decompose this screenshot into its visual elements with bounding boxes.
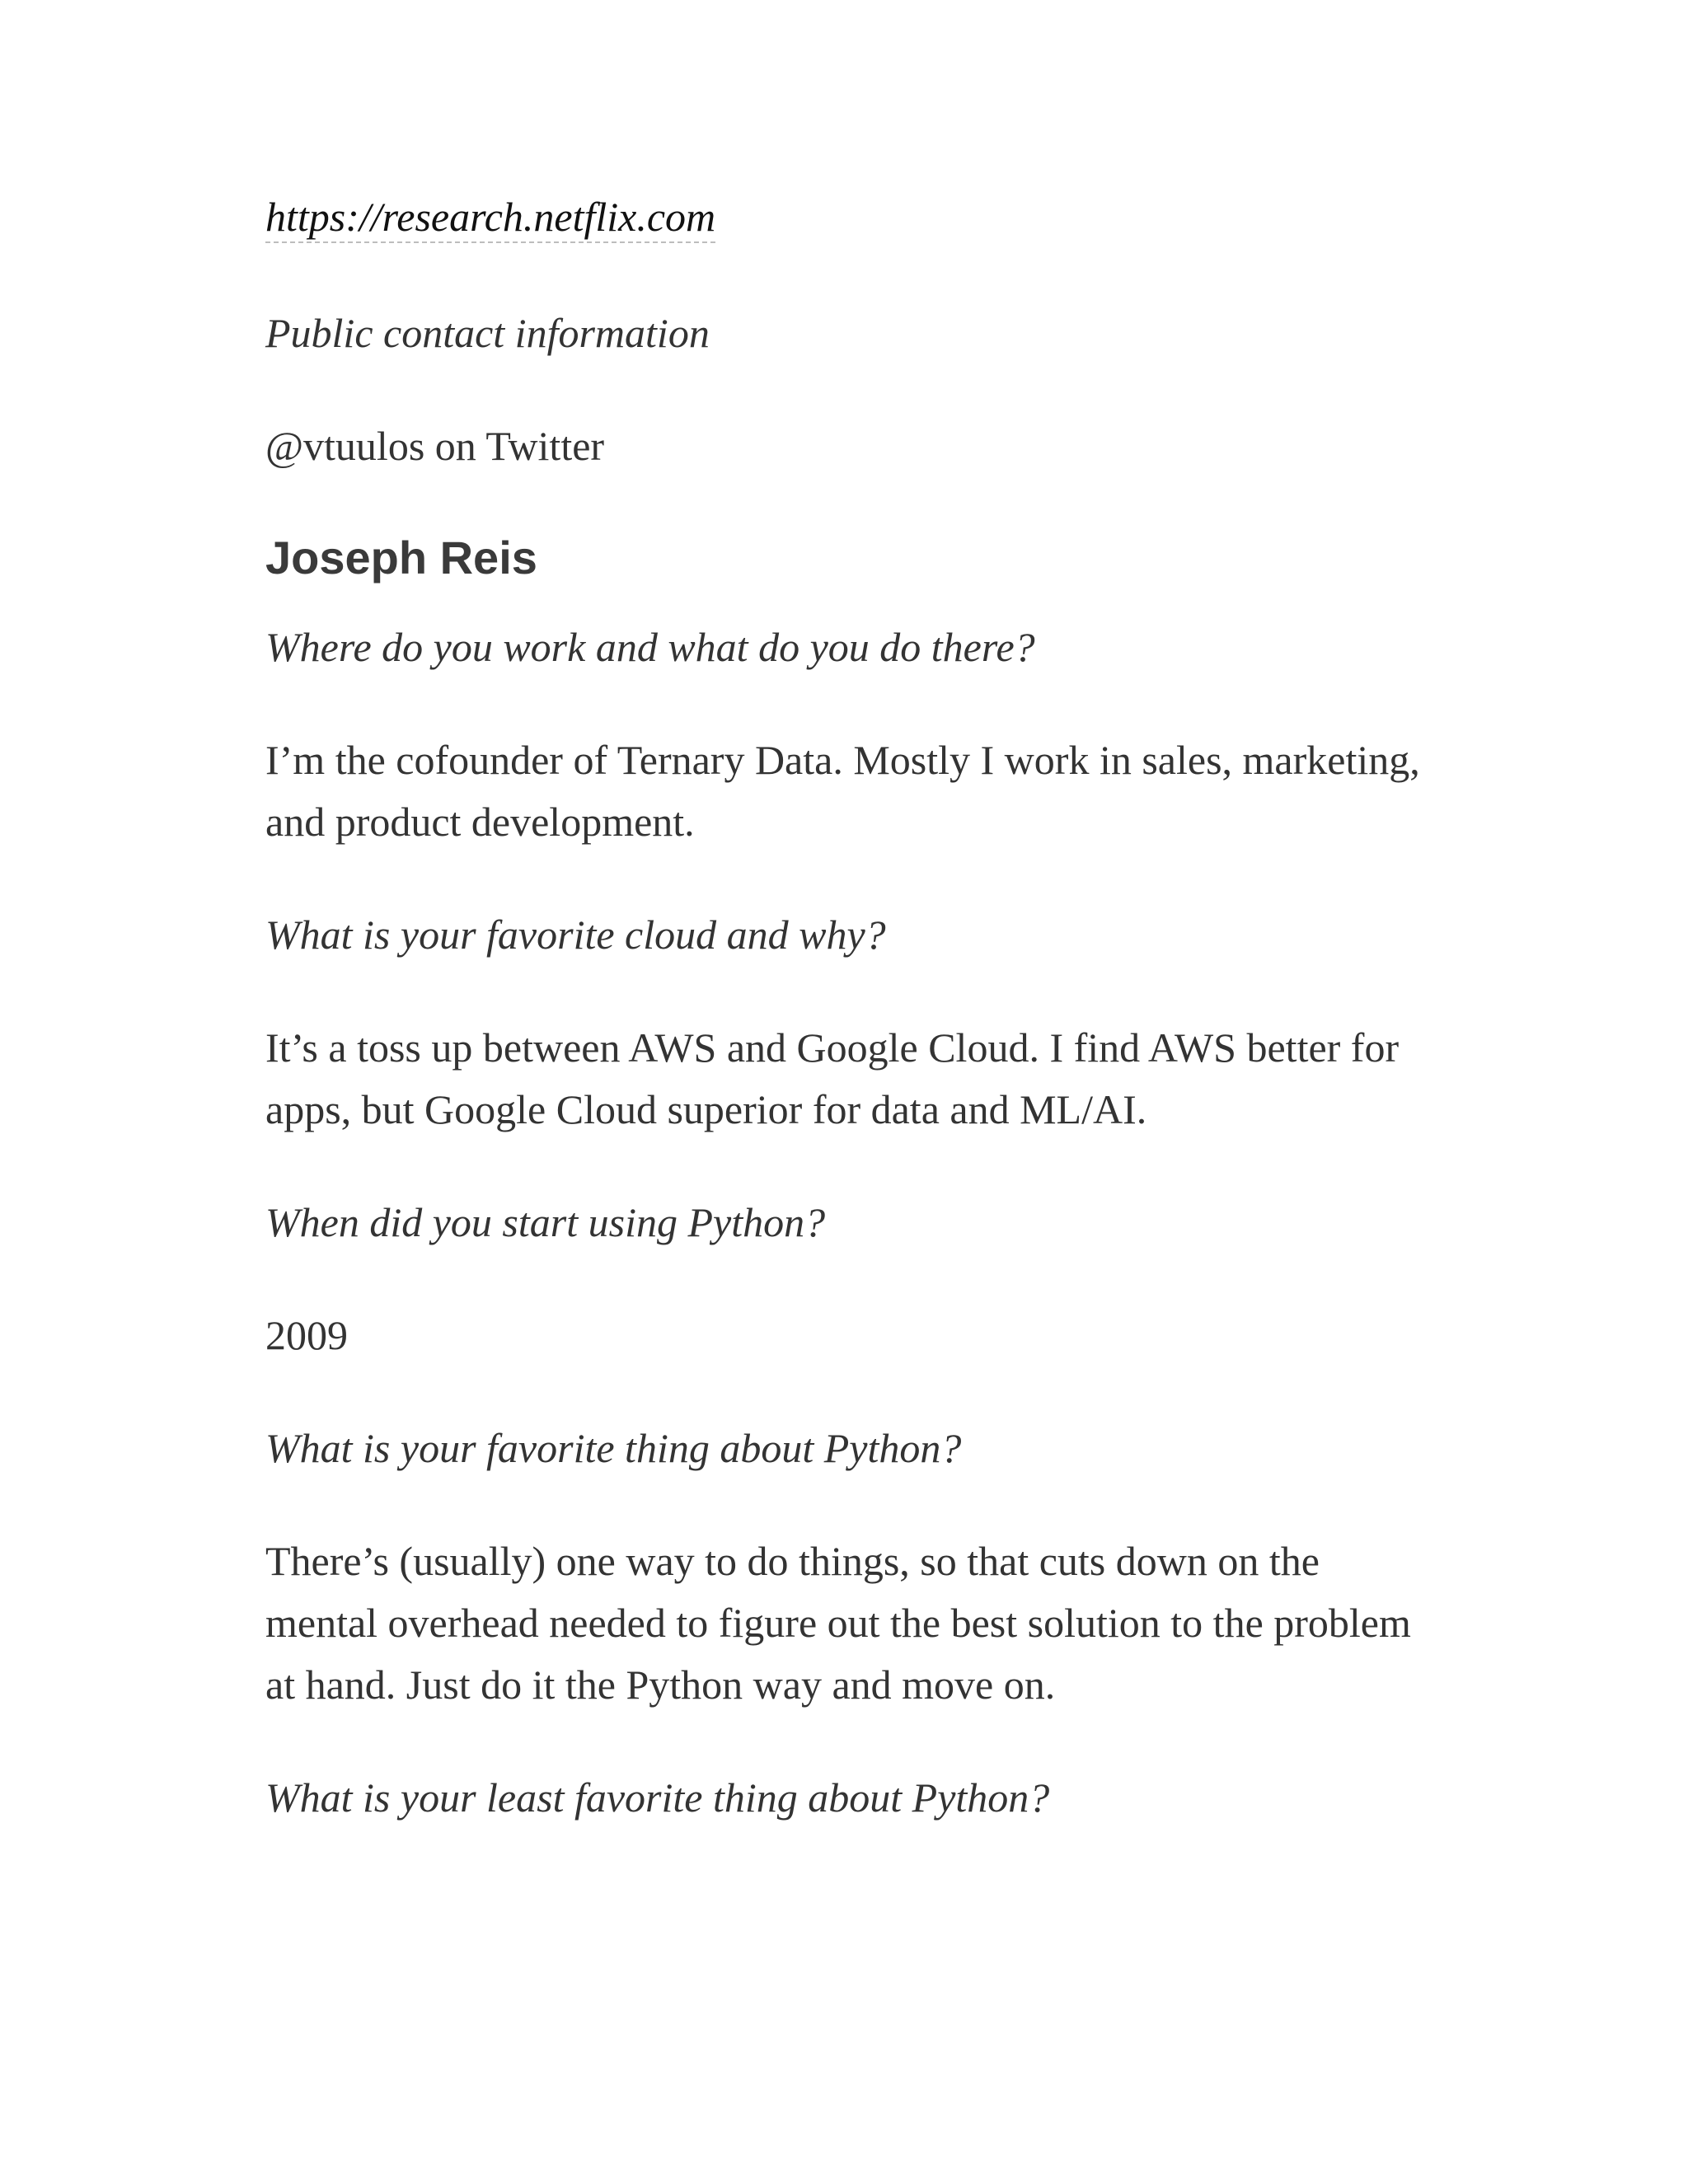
question-cloud: What is your favorite cloud and why? <box>265 912 886 958</box>
question-least-favorite-python: What is your least favorite thing about Python? <box>265 1774 1050 1821</box>
answer-cloud: It’s a toss up between AWS and Google Cloud. I find AWS better for apps, but Google Cloud superior for data and ML/AI. <box>265 1024 1400 1133</box>
person-heading: Joseph Reis <box>265 532 537 583</box>
public-contact-label: Public contact information <box>265 310 710 356</box>
answer-favorite-python: There’s (usually) one way to do things, so that cuts down on the mental overhead needed to figure out the best solution to the problem at hand. Just do it the Python way and move on. <box>265 1538 1411 1708</box>
question-favorite-python: What is your favorite thing about Python? <box>265 1425 962 1472</box>
question-work: Where do you work and what do you do there? <box>265 624 1035 671</box>
twitter-handle: @vtuulos on Twitter <box>265 423 605 469</box>
answer-work: I’m the cofounder of Ternary Data. Mostly I work in sales, marketing, and product development. <box>265 737 1420 846</box>
document-page <box>265 194 1436 1829</box>
question-python-start: When did you start using Python? <box>265 1199 826 1246</box>
answer-python-start: 2009 <box>265 1312 348 1359</box>
research-link[interactable]: https://research.netflix.com <box>265 194 715 243</box>
